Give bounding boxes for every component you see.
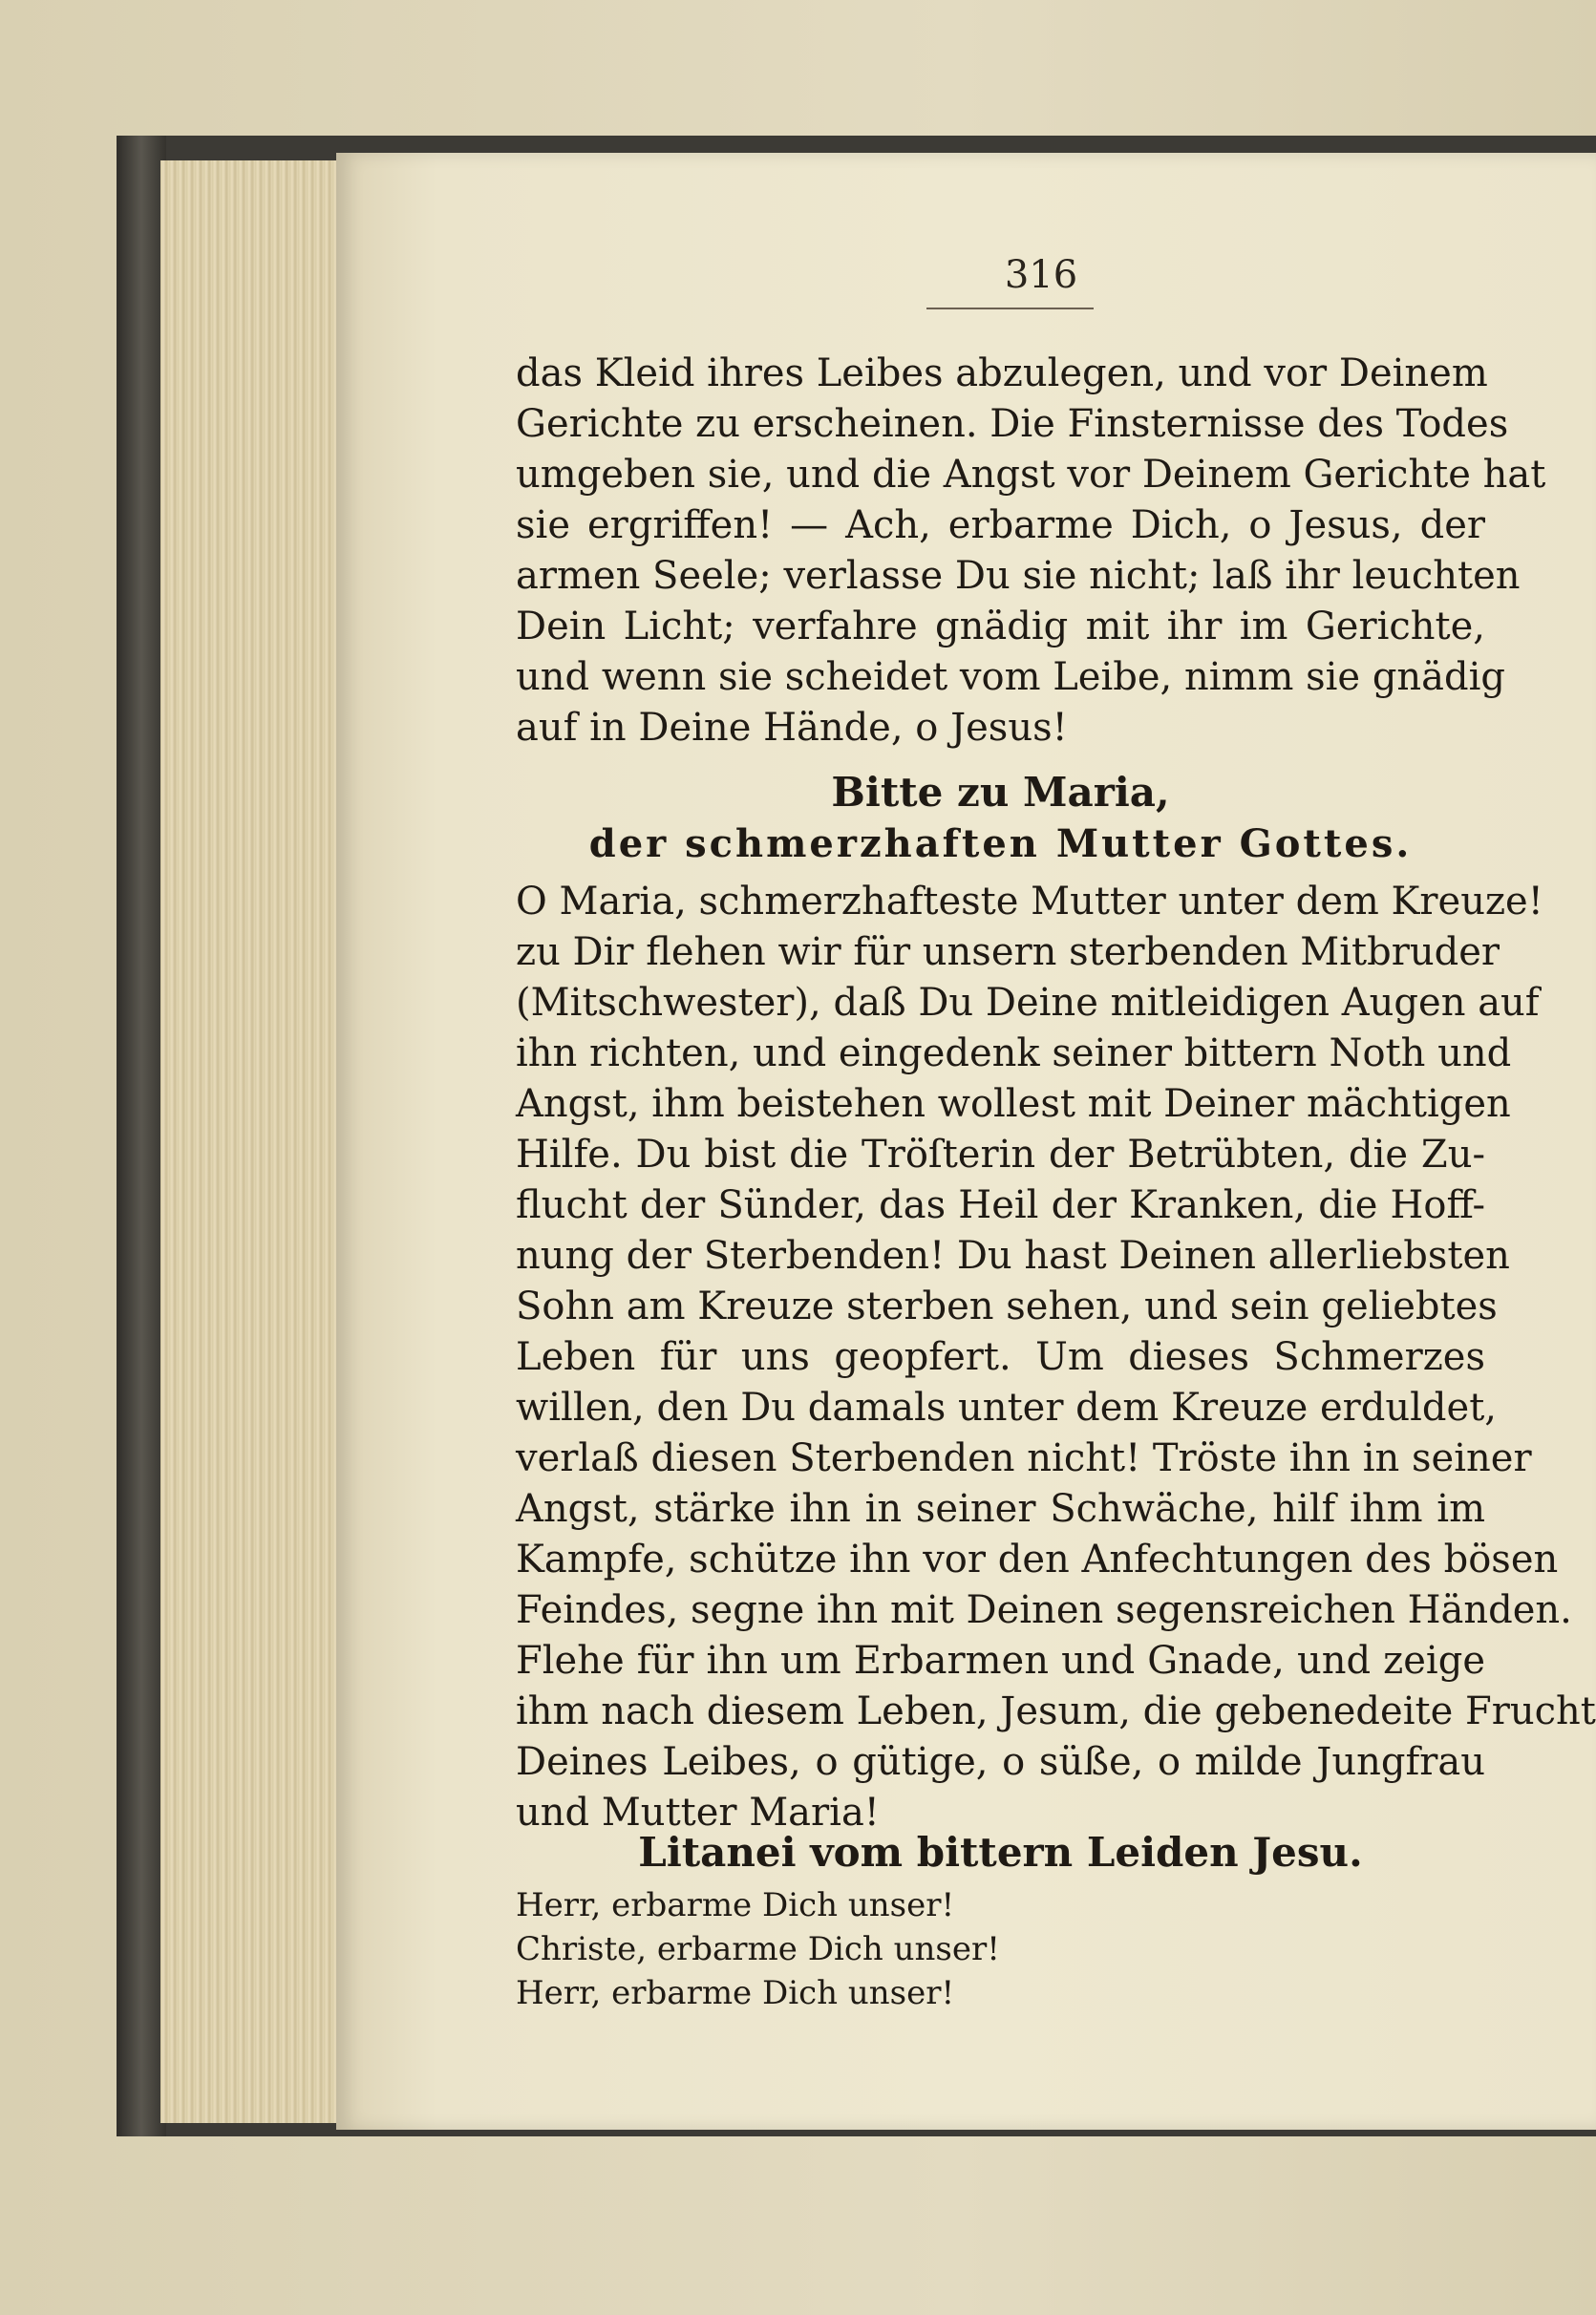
litany-line: Christe, erbarme Dich unser! (516, 1930, 1000, 1968)
text-line: Leben für uns geopfert. Um dieses Schmerzes (516, 1335, 1485, 1379)
text-line: und Mutter Maria! (516, 1791, 880, 1835)
text-line: ihn richten, und eingedenk seiner bittern Noth und (516, 1031, 1512, 1075)
header-rule (926, 308, 1094, 309)
text-line: nung der Sterbenden! Du hast Deinen allerliebsten (516, 1234, 1510, 1278)
text-line: Kampfe, schütze ihn vor den Anfechtungen des bösen (516, 1538, 1559, 1582)
text-line: das Kleid ihres Leibes abzulegen, und vor Deinem (516, 351, 1488, 395)
heading-litanei: Litanei vom bittern Leiden Jesu. (638, 1829, 1363, 1876)
paragraph-2 (516, 877, 1596, 1838)
text-line: verlaß diesen Sterbenden nicht! Tröste ihn in seiner (516, 1436, 1532, 1480)
text-line: willen, den Du damals unter dem Kreuze erduldet, (516, 1386, 1497, 1430)
litany-line: Herr, erbarme Dich unser! (516, 1886, 955, 1924)
text-line: sie ergriffen! — Ach, erbarme Dich, o Jesus, der (516, 503, 1485, 547)
text-line: Dein Licht; verfahre gnädig mit ihr im Gerichte, (516, 605, 1485, 648)
text-line: Deines Leibes, o gütige, o süße, o milde Jungfrau (516, 1740, 1485, 1784)
book-spine-edge (117, 136, 166, 2136)
text-line: Angst, stärke ihn in seiner Schwäche, hilf ihm im (516, 1487, 1485, 1531)
text-line: auf in Deine Hände, o Jesus! (516, 706, 1068, 750)
text-line: Gerichte zu erscheinen. Die Finsternisse des Todes (516, 402, 1509, 446)
text-line: Flehe für ihn um Erbarmen und Gnade, und zeige (516, 1639, 1485, 1683)
text-line: Hilfe. Du bist die Tröſterin der Betrübten, die Zu- (516, 1133, 1485, 1177)
text-line: Sohn am Kreuze sterben sehen, und sein geliebtes (516, 1285, 1498, 1328)
heading-bitte: Bitte zu Maria, (831, 769, 1170, 816)
text-line: (Mitschwester), daß Du Deine mitleidigen Augen auf (516, 981, 1540, 1025)
page-edges (160, 160, 344, 2123)
text-line: umgeben sie, und die Angst vor Deinem Gerichte hat (516, 453, 1546, 497)
text-line: und wenn sie scheidet vom Leibe, nimm sie gnädig (516, 655, 1506, 699)
litany-list (516, 1883, 1485, 2015)
page-number: 316 (1004, 253, 1078, 297)
text-line: Feindes, segne ihn mit Deinen segensreichen Händen. (516, 1588, 1572, 1632)
text-line: zu Dir flehen wir für unsern sterbenden Mitbruder (516, 930, 1500, 974)
text-line: armen Seele; verlasse Du sie nicht; laß ihr leuchten (516, 554, 1521, 598)
paragraph-1 (516, 349, 1546, 754)
heading-subtitle: der schmerzhaften Mutter Gottes. (588, 821, 1413, 866)
text-line: ihm nach diesem Leben, Jesum, die gebenedeite Frucht (516, 1689, 1596, 1733)
text-line: O Maria, schmerzhafteste Mutter unter dem Kreuze! (516, 880, 1543, 924)
text-line: flucht der Sünder, das Heil der Kranken, die Hoff- (516, 1183, 1485, 1227)
text-line: Angst, ihm beistehen wollest mit Deiner mächtigen (516, 1082, 1511, 1126)
litany-line: Herr, erbarme Dich unser! (516, 1974, 955, 2012)
